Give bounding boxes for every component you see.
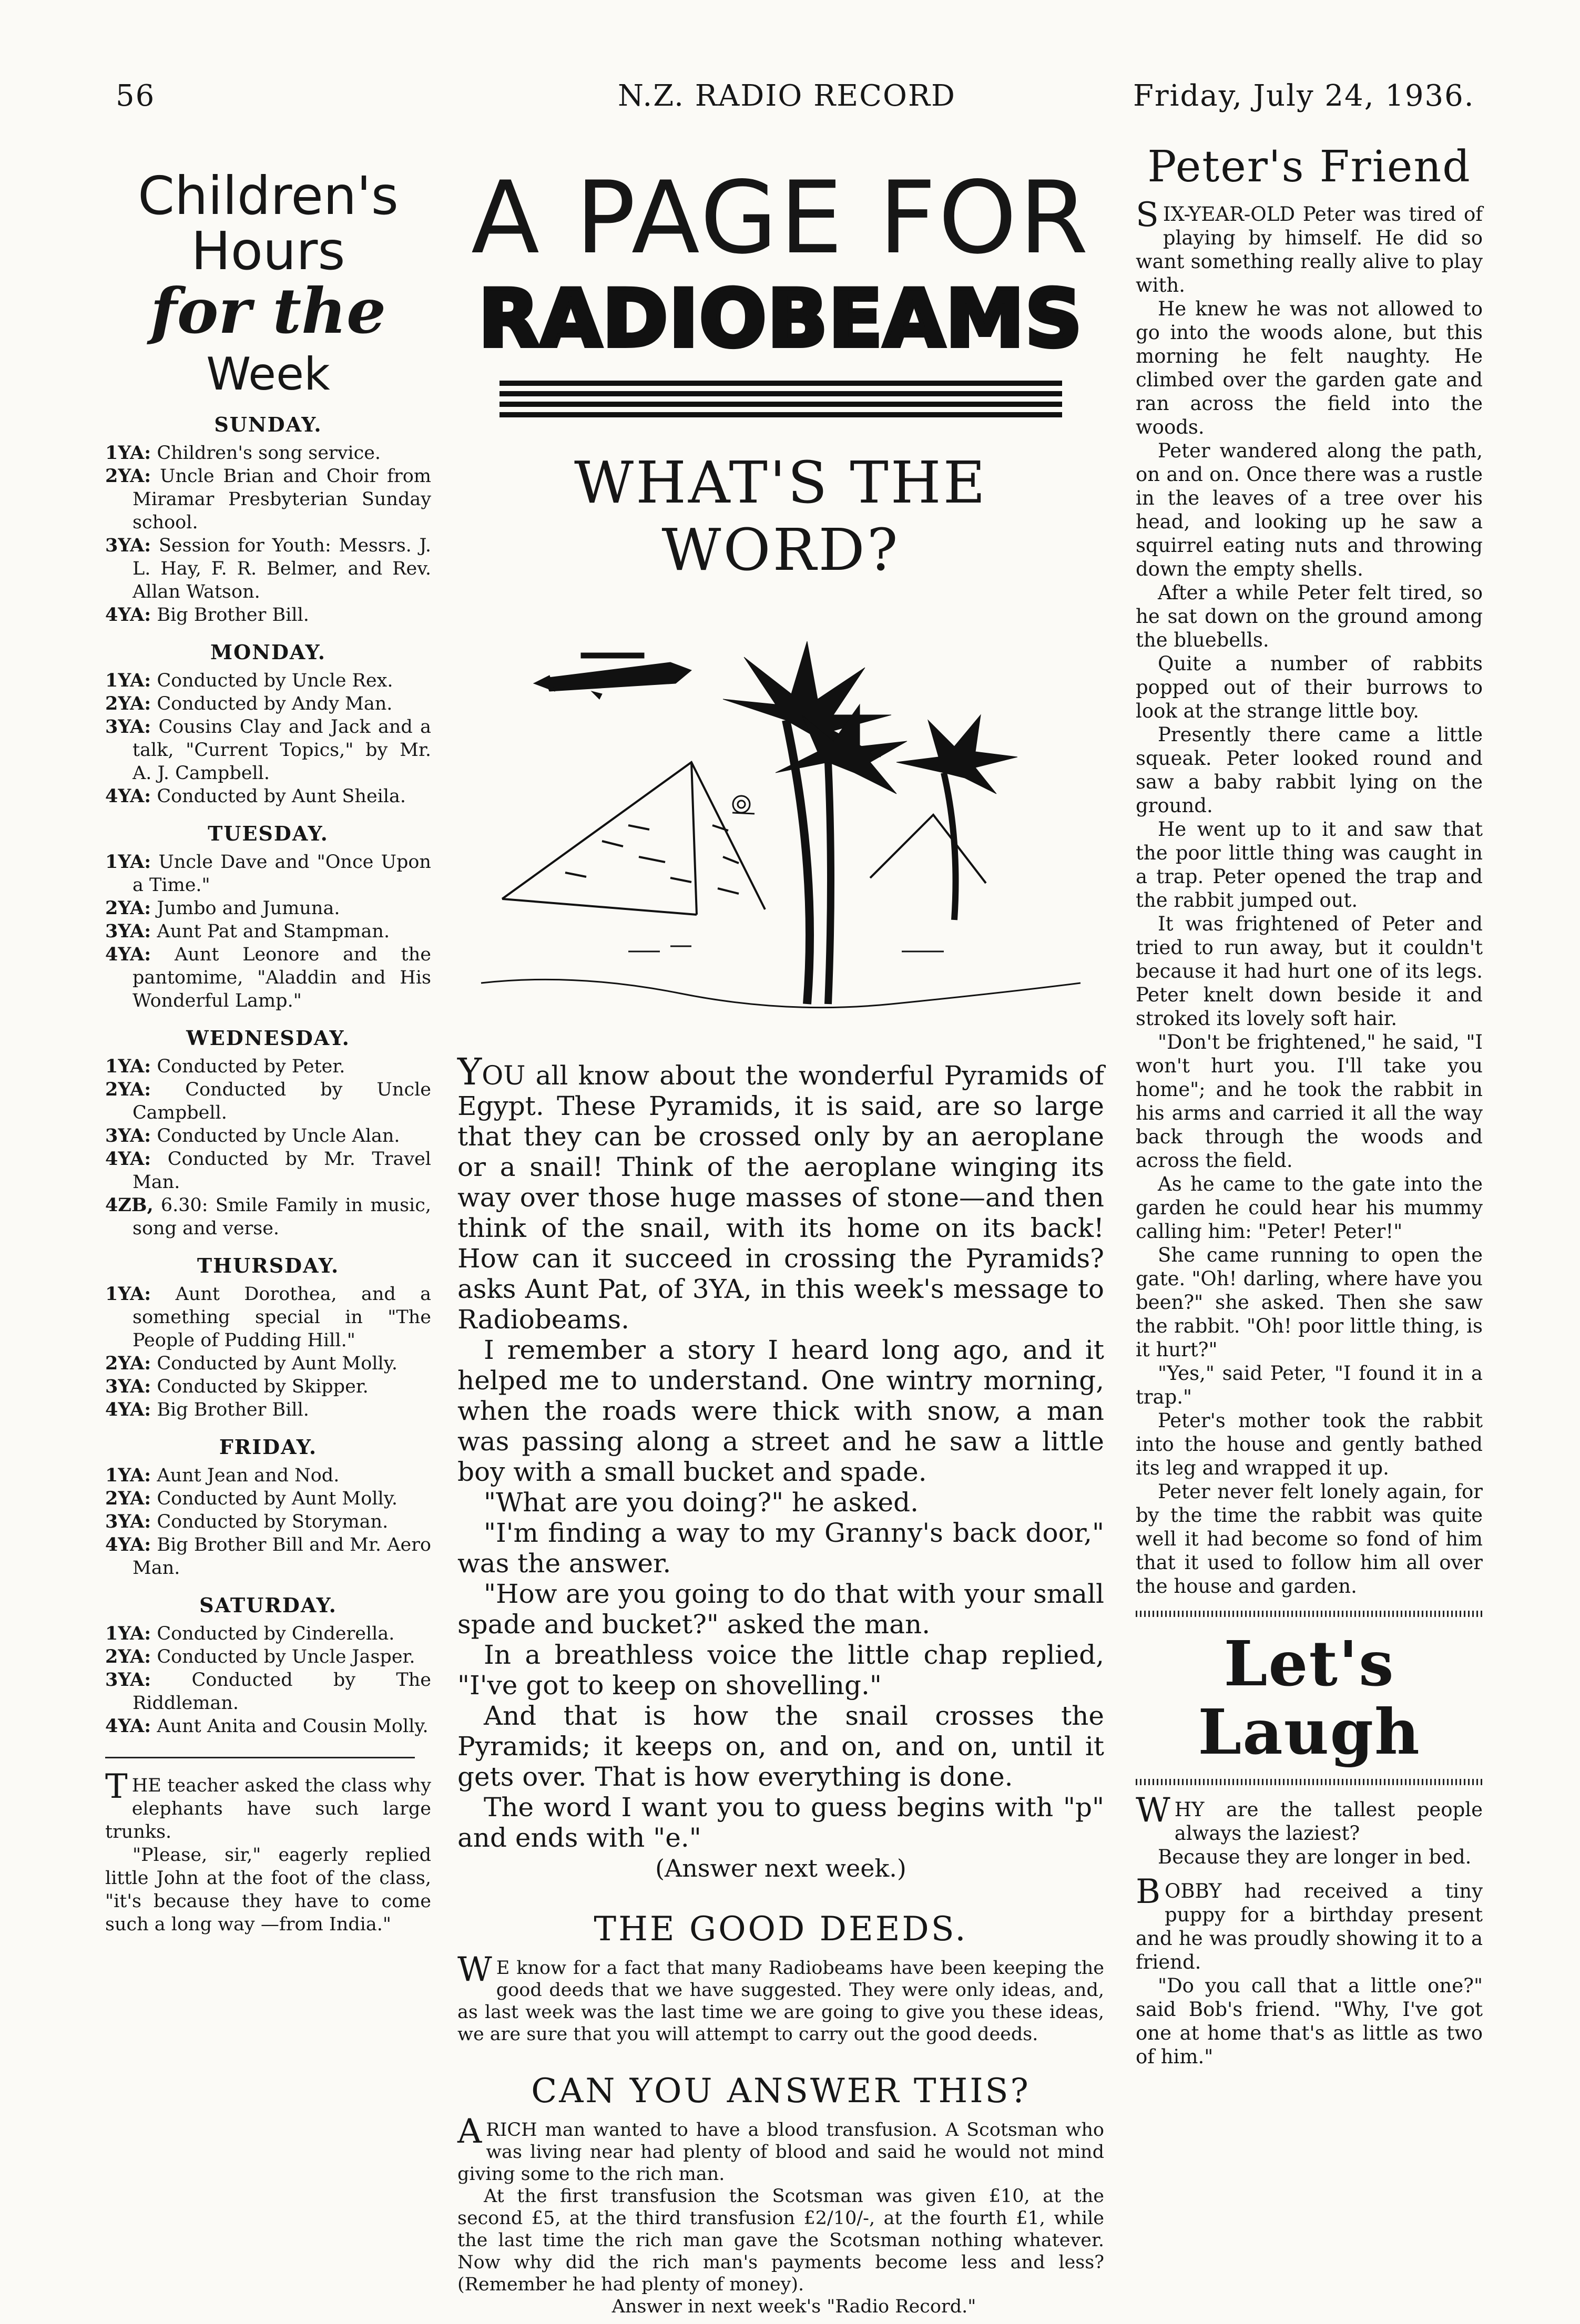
- page-headline: A PAGE FOR: [471, 160, 1090, 276]
- whats-the-word-heading: WHAT'S THE WORD?: [574, 449, 987, 583]
- program-description: Uncle Dave and "Once Upon a Time.": [132, 851, 431, 896]
- program-description: 6.30: Smile Family in music, song and verse.: [132, 1194, 431, 1239]
- program-description: Conducted by Aunt Molly.: [157, 1488, 397, 1509]
- day-heading: SATURDAY.: [199, 1593, 337, 1617]
- program-description: Conducted by Andy Man.: [157, 693, 393, 714]
- station-code: 1YA:: [105, 442, 151, 464]
- sand-lines: [481, 946, 1080, 1008]
- schedule-entry: [105, 1645, 431, 1668]
- childrens-hours-title-line1: Children's Hours: [138, 165, 399, 282]
- station-code: 4YA:: [105, 603, 151, 626]
- program-description: Aunt Anita and Cousin Molly.: [157, 1715, 429, 1737]
- station-code: 4YA:: [105, 1398, 151, 1420]
- program-description: Big Brother Bill.: [157, 604, 309, 626]
- dropcap: W: [1136, 1790, 1170, 1830]
- schedule-entry: [105, 897, 431, 920]
- schedule-entry: [105, 1487, 431, 1510]
- program-description: Conducted by Cinderella.: [157, 1623, 395, 1644]
- good-deeds-heading: THE GOOD DEEDS.: [594, 1910, 968, 1949]
- dropcap: B: [1136, 1872, 1161, 1911]
- program-description: Session for Youth: Messrs. J. L. Hay, F. R. Belmer, and Rev. Allan Watson.: [132, 535, 431, 602]
- schedule-entry: [105, 1148, 431, 1194]
- day-heading: FRIDAY.: [219, 1435, 318, 1459]
- schedule-entry: [105, 1055, 431, 1078]
- lets-laugh-heading: Let's Laugh: [1198, 1627, 1421, 1768]
- can-you-answer-text: [457, 2112, 1104, 2318]
- schedule-entry: [105, 943, 431, 1012]
- schedule-entry: [105, 1352, 431, 1375]
- good-deeds-body: E know for a fact that many Radiobeams have been keeping the good deeds that we have suggested. They were only ideas, and, as last week was the last time we are going to give you these ideas, we are sure that you will attempt to carry out the good deeds.: [457, 1958, 1104, 2045]
- story-paragraph: It was frightened of Peter and tried to run away, but it couldn't because it had hurt one of its legs. Peter knelt down beside it and stroked its lovely soft hair.: [1136, 913, 1483, 1030]
- dropcap: Y: [457, 1050, 482, 1093]
- station-code: 4YA:: [105, 785, 151, 807]
- program-description: Big Brother Bill.: [157, 1399, 309, 1420]
- day-schedule: [105, 1464, 431, 1580]
- childrens-hours-column: [105, 158, 431, 1936]
- palm-trees-icon: [723, 641, 1017, 1004]
- day-heading: WEDNESDAY.: [186, 1026, 350, 1050]
- schedule-entry: [105, 442, 431, 465]
- divider: [105, 1757, 415, 1758]
- childrens-hours-title: [105, 165, 431, 401]
- station-code: 4YA:: [105, 1533, 151, 1555]
- program-description: Aunt Jean and Nod.: [157, 1465, 340, 1486]
- article-paragraph: And that is how the snail crosses the Pyramids; it keeps on, and on, and on, until it gets over. That is how everything is done.: [457, 1701, 1104, 1792]
- article-paragraph: In a breathless voice the little chap replied, "I've got to keep on shovelling.": [457, 1640, 1104, 1701]
- puzzle-paragraph: At the first transfusion the Scotsman was given £10, at the second £5, at the third transfusion £2/10/-, at the fourth £1, while the last time the rich man gave the Scotsman nothing whatever. Now why did the rich man's payments become less and less? (Remember he had plenty of money).: [457, 2186, 1104, 2295]
- schedule-entry: [105, 1078, 431, 1124]
- program-description: Conducted by Skipper.: [157, 1376, 369, 1397]
- schedule-entry: [105, 1194, 431, 1240]
- story-paragraph: Quite a number of rabbits popped out of their burrows to look at the strange little boy.: [1136, 652, 1483, 722]
- elephant-joke: [105, 1767, 431, 1936]
- article-paragraph: The word I want you to guess begins with "p" and ends with "e.": [457, 1792, 1104, 1853]
- peters-friend-column: [1136, 142, 1483, 2069]
- program-description: Jumbo and Jumuna.: [157, 897, 340, 919]
- station-code: 3YA:: [105, 1375, 151, 1397]
- lets-laugh-jokes: [1136, 1790, 1483, 2069]
- program-description: Conducted by Aunt Sheila.: [157, 785, 406, 807]
- article-paragraph: "I'm finding a way to my Granny's back door," was the answer.: [457, 1518, 1104, 1579]
- schedule-entry: [105, 534, 431, 603]
- station-code: 2YA:: [105, 897, 151, 919]
- aeroplane-icon: [534, 653, 691, 699]
- station-code: 4ZB,: [105, 1194, 154, 1216]
- station-code: 3YA:: [105, 715, 151, 738]
- story-paragraph: Peter never felt lonely again, for by the time the rabbit was quite well it had become so fond of him that it used to follow him all over the house and garden.: [1136, 1480, 1483, 1598]
- story-paragraph: Peter wandered along the path, on and on. Once there was a rustle in the leaves of a tree over his head, and looking up he saw a squirrel eating nuts and throwing down the empty shells.: [1136, 439, 1483, 580]
- story-paragraph: After a while Peter felt tired, so he sat down on the ground among the bluebells.: [1136, 581, 1483, 651]
- dropcap: T: [105, 1767, 128, 1806]
- joke-question: HY are the tallest people always the laziest?: [1174, 1798, 1483, 1845]
- program-description: Conducted by Peter.: [157, 1056, 345, 1077]
- station-code: 1YA:: [105, 851, 151, 873]
- station-code: 2YA:: [105, 1078, 151, 1100]
- page-number: 56: [116, 79, 156, 113]
- joke-setup: OBBY had received a tiny puppy for a birthday present and he was proudly showing it to a friend.: [1136, 1879, 1483, 1973]
- schedule-entry: [105, 1715, 431, 1738]
- station-code: 3YA:: [105, 534, 151, 556]
- program-description: Aunt Dorothea, and a something special in "The People of Pudding Hill.": [132, 1283, 431, 1351]
- program-description: Conducted by Storyman.: [157, 1511, 389, 1532]
- pyramids-illustration: [471, 605, 1091, 1036]
- story-paragraph: He knew he was not allowed to go into the woods alone, but this morning he felt naughty. He climbed over the garden gate and ran across the field into the woods.: [1136, 298, 1483, 438]
- good-deeds-text: [457, 1950, 1104, 2045]
- story-paragraph: "Yes," said Peter, "I found it in a trap.": [1136, 1362, 1483, 1408]
- station-code: 3YA:: [105, 1510, 151, 1532]
- program-description: Children's song service.: [157, 442, 381, 464]
- station-code: 2YA:: [105, 465, 151, 487]
- program-description: Aunt Leonore and the pantomime, "Aladdin and His Wonderful Lamp.": [132, 944, 431, 1011]
- schedule-entry: [105, 603, 431, 627]
- day-schedule: [105, 1622, 431, 1738]
- schedule-entry: [105, 669, 431, 692]
- joke-punchline: "Do you call that a little one?" said Bob's friend. "Why, I've got one at home that's as little as two of him.": [1136, 1974, 1483, 2068]
- program-description: Aunt Pat and Stampman.: [157, 920, 390, 942]
- station-code: 1YA:: [105, 1464, 151, 1486]
- dropcap: W: [457, 1950, 492, 1989]
- program-description: Conducted by Mr. Travel Man.: [132, 1148, 431, 1193]
- joke-answer: Because they are longer in bed.: [1158, 1845, 1472, 1868]
- program-description: Conducted by Uncle Rex.: [157, 670, 393, 691]
- station-code: 1YA:: [105, 1283, 151, 1305]
- answer-next-week: (Answer next week.): [655, 1854, 906, 1882]
- station-code: 3YA:: [105, 1668, 151, 1691]
- program-description: Conducted by Aunt Molly.: [157, 1353, 397, 1374]
- can-you-answer-heading: CAN YOU ANSWER THIS?: [531, 2072, 1031, 2111]
- story-paragraph: She came running to open the gate. "Oh! darling, where have you been?" she asked. Then she saw the rabbit. "Oh! poor little thing, is it hurt?": [1136, 1244, 1483, 1361]
- story-paragraph: Presently there came a little squeak. Peter looked round and saw a baby rabbit lying on the ground.: [1136, 723, 1483, 817]
- schedule-entry: [105, 851, 431, 897]
- joke-answer: "Please, sir," eagerly replied little John at the foot of the class, "it's because they have to come such a long way —from India.": [105, 1844, 431, 1935]
- issue-date: Friday, July 24, 1936.: [1133, 79, 1475, 113]
- story-paragraph: "Don't be frightened," he said, "I won't hurt you. I'll take you home"; and he took the rabbit in his arms and carried it all the way back through the woods and across the field.: [1136, 1031, 1483, 1172]
- schedule-entry: [105, 1533, 431, 1580]
- station-code: 4YA:: [105, 1148, 151, 1170]
- day-schedule: [105, 669, 431, 808]
- station-code: 2YA:: [105, 1352, 151, 1374]
- station-code: 4YA:: [105, 943, 151, 965]
- station-code: 4YA:: [105, 1715, 151, 1737]
- snail-icon: [732, 796, 755, 814]
- story-paragraph: He went up to it and saw that the poor little thing was caught in a trap. Peter opened the trap and the rabbit jumped out.: [1136, 818, 1483, 912]
- schedule-entry: [105, 715, 431, 785]
- day-schedule: [105, 1283, 431, 1421]
- small-pyramid-icon: [870, 815, 986, 883]
- schedule-entry: [105, 692, 431, 715]
- article-paragraph: I remember a story I heard long ago, and it helped me to understand. One wintry morning, when the roads were thick with snow, a man was passing along a street and he saw a little boy with a small bucket and spade.: [457, 1335, 1104, 1487]
- day-heading: TUESDAY.: [208, 821, 329, 845]
- story-paragraph: Peter's mother took the rabbit into the house and gently bathed its leg and wrapped it up.: [1136, 1409, 1483, 1479]
- day-heading: THURSDAY.: [197, 1253, 340, 1277]
- schedule-entry: [105, 1510, 431, 1533]
- schedule-entry: [105, 1622, 431, 1645]
- schedule-list: [105, 413, 431, 1738]
- article-paragraph: "What are you doing?" he asked.: [484, 1487, 919, 1518]
- schedule-entry: [105, 1124, 431, 1148]
- peters-friend-heading: Peter's Friend: [1147, 142, 1471, 192]
- article-paragraph: "How are you going to do that with your small spade and bucket?" asked the man.: [457, 1579, 1104, 1640]
- schedule-entry: [105, 465, 431, 534]
- dropcap: S: [1136, 196, 1159, 234]
- program-description: Conducted by Uncle Jasper.: [157, 1646, 415, 1667]
- whats-the-word-article: [457, 1050, 1104, 1883]
- banner-stripes: [500, 381, 1062, 417]
- schedule-entry: [105, 1464, 431, 1487]
- peters-friend-story: [1136, 196, 1483, 1598]
- day-heading: MONDAY.: [210, 640, 326, 664]
- station-code: 1YA:: [105, 1622, 151, 1644]
- day-schedule: [105, 442, 431, 627]
- program-description: Big Brother Bill and Mr. Aero Man.: [132, 1534, 431, 1579]
- station-code: 2YA:: [105, 1645, 151, 1667]
- station-code: 2YA:: [105, 1487, 151, 1509]
- day-heading: SUNDAY.: [214, 412, 322, 436]
- station-code: 1YA:: [105, 1055, 151, 1077]
- radiobeams-banner: RADIOBEAMS: [478, 273, 1083, 365]
- station-code: 1YA:: [105, 669, 151, 691]
- schedule-entry: [105, 1375, 431, 1398]
- program-description: Conducted by Uncle Alan.: [157, 1125, 400, 1146]
- schedule-entry: [105, 920, 431, 943]
- joke-question: HE teacher asked the class why elephants have such large trunks.: [105, 1775, 431, 1842]
- title-for-the: for the: [150, 274, 386, 347]
- program-description: Conducted by The Riddleman.: [132, 1669, 431, 1714]
- puzzle-answer-note: Answer in next week's "Radio Record.": [611, 2296, 976, 2317]
- hatched-divider: [1136, 1611, 1483, 1617]
- radiobeams-column: [457, 158, 1104, 2318]
- day-schedule: [105, 1055, 431, 1240]
- station-code: 3YA:: [105, 920, 151, 942]
- title-week: Week: [206, 347, 330, 401]
- story-paragraph: As he came to the gate into the garden he could hear his mummy calling him: "Peter! Peter!": [1136, 1173, 1483, 1243]
- station-code: 2YA:: [105, 692, 151, 714]
- program-description: Cousins Clay and Jack and a talk, "Current Topics," by Mr. A. J. Campbell.: [132, 716, 431, 784]
- large-pyramid-icon: [502, 762, 765, 915]
- puzzle-paragraph: RICH man wanted to have a blood transfusion. A Scotsman who was living near had plenty of blood and said he would not mind giving some to the rich man.: [457, 2120, 1104, 2185]
- day-schedule: [105, 851, 431, 1012]
- schedule-entry: [105, 1283, 431, 1352]
- hatched-divider: [1136, 1779, 1483, 1785]
- schedule-entry: [105, 785, 431, 808]
- program-description: Conducted by Uncle Campbell.: [132, 1079, 431, 1123]
- schedule-entry: [105, 1398, 431, 1421]
- article-paragraph: OU all know about the wonderful Pyramids of Egypt. These Pyramids, it is said, are so large that they can be crossed only by an aeroplane or a snail! Think of the aeroplane winging its way over those huge masses of stone—and then think of the snail, with its home on its back! How can it succeed in crossing the Pyramids? asks Aunt Pat, of 3YA, in this week's message to Radiobeams.: [457, 1060, 1104, 1335]
- story-paragraph: IX-YEAR-OLD Peter was tired of playing by himself. He did so want something really alive to play with.: [1136, 203, 1483, 296]
- dropcap: A: [457, 2112, 482, 2151]
- publication-title: N.Z. RADIO RECORD: [618, 79, 956, 113]
- program-description: Uncle Brian and Choir from Miramar Presbyterian Sunday school.: [132, 465, 431, 533]
- schedule-entry: [105, 1668, 431, 1715]
- station-code: 3YA:: [105, 1124, 151, 1146]
